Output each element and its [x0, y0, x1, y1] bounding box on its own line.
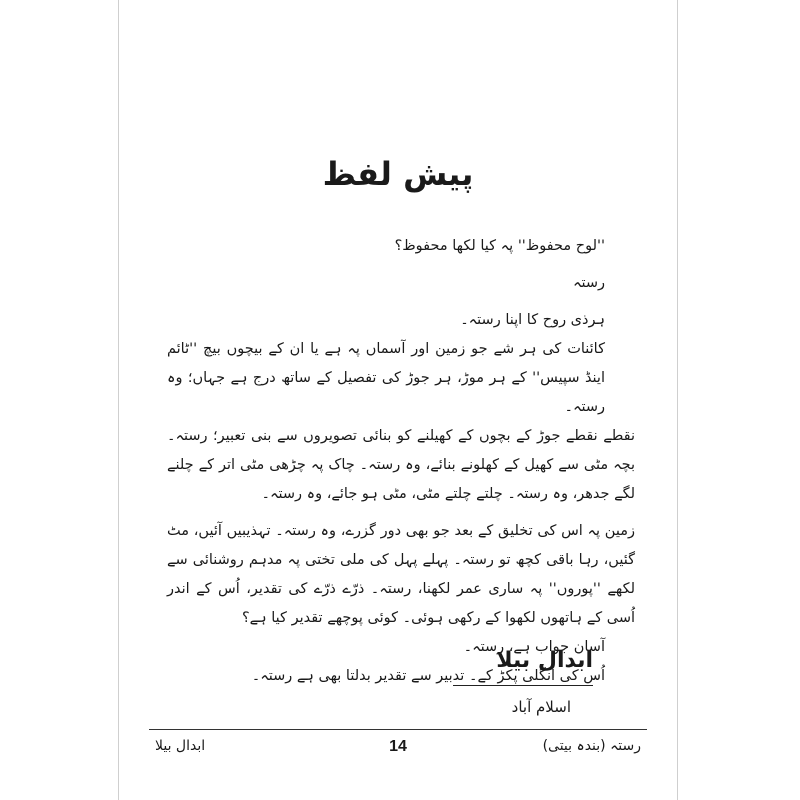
author-signature: ابدال بیلا: [496, 648, 593, 673]
signature-place: اسلام آباد: [511, 698, 571, 716]
preface-body: [167, 232, 635, 691]
paragraph-3: ہرذی روح کا اپنا رستہ۔: [460, 312, 605, 328]
paragraph-6: زمین پہ اس کی تخلیق کے بعد جو بھی دور گزرے، وہ رستہ۔ تہذیبیں آئیں، مٹ گئیں، رہا باقی کچھ تو رستہ۔ پہلے پہل کی ملی تختی پہ مدہم روشنائی سے لکھے ''پوروں'' پہ ساری عمر لکھنا، رستہ۔ ذرّے ذرّے کی تقدیر، اُس کے اندر اُسی کے ہاتھوں لکھوا کے رکھی ہوئی۔ کوئی پوچھے تقدیر کیا ہے؟: [167, 523, 635, 626]
paragraph-5: نقطے نقطے جوڑ کے بچوں کے کھیلنے کو بنائی تصویروں سے بنی تعبیر؛ رستہ۔ بچہ مٹی سے کھیل کے کھلونے بنائے، وہ رستہ۔ چاک پہ چڑھی مٹی اتر کے چلنے لگے جدھر، وہ رستہ۔ چلتے چلتے مٹی، مٹی ہو جائے، وہ رستہ۔: [167, 428, 635, 502]
page-number: 14: [389, 738, 407, 755]
signature-underline: [453, 685, 593, 686]
paragraph-7: آسان جواب ہے، رستہ۔: [463, 639, 605, 655]
book-page: [118, 0, 678, 800]
paragraph-4: کائنات کی ہر شے جو زمین اور آسماں پہ ہے یا ان کے بیچوں بیچ ''ٹائم اینڈ سپیس'' کے ہر موڑ، ہر جوڑ کی تفصیل کے ساتھ درج ہے جہاں؛ وہ رستہ۔: [167, 341, 605, 415]
paragraph-8: اُس کی انگلی پکڑ کے۔ تدبیر سے تقدیر بدلتا بھی ہے رستہ۔: [251, 668, 605, 684]
footer-book-title: رستہ (بندہ بیتی): [542, 738, 641, 754]
paragraph-1: ''لوح محفوظ'' پہ کیا لکھا محفوظ؟: [394, 238, 605, 254]
signature-block: [453, 648, 593, 716]
page-title: پیش لفظ: [322, 155, 474, 193]
page-footer: [149, 738, 647, 762]
footer-author: ابدال بیلا: [155, 738, 206, 754]
paragraph-2: رستہ: [572, 275, 605, 291]
footer-divider: [149, 729, 647, 730]
